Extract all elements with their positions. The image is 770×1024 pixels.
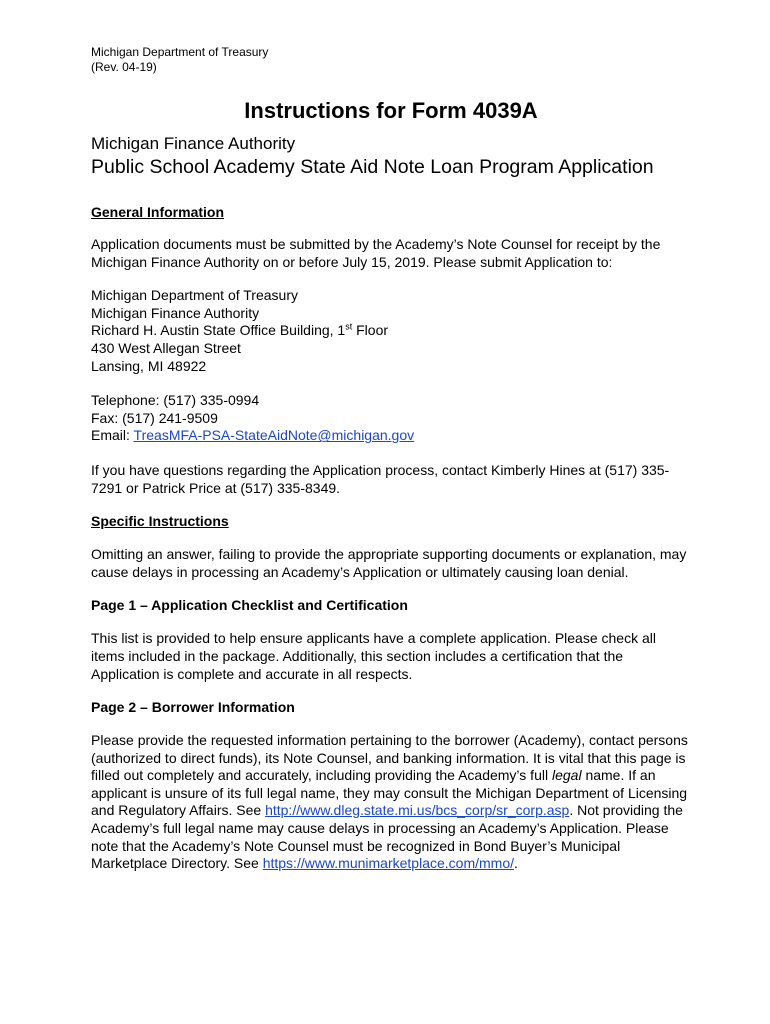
fax: Fax: (517) 241-9509 (91, 409, 218, 426)
page2-legal-emphasis: legal (551, 767, 582, 784)
general-information-heading: General Information (91, 204, 225, 220)
authority-name: Michigan Finance Authority (91, 134, 296, 153)
agency-name: Michigan Department of Treasury (91, 45, 269, 59)
munimarketplace-link[interactable]: https://www.munimarketplace.com/mmo/ (262, 855, 514, 872)
page2-text-b: name. If an applicant is unsure of its full legal name, they may consult the Michigan Department of Licensing and Regulatory Affairs. See (91, 767, 688, 819)
contact-info (91, 392, 691, 445)
document-title: Instructions for Form 4039A (244, 98, 538, 123)
specific-instructions-heading: Specific Instructions (91, 513, 229, 530)
email-link[interactable]: TreasMFA-PSA-StateAidNote@michigan.gov (133, 427, 415, 444)
page2-text (91, 732, 691, 873)
address-line-3-text: Richard H. Austin State Office Building, 1 (91, 322, 346, 339)
page2-text-c: . Not providing the Academy’s full legal name may cause delays in processing an Academy’s Application. Please note that the Academy’s Note Counsel must be recognized in Bond Buyer’s Municipal Marketplace Directory. See (91, 802, 683, 872)
page1-text: This list is provided to help ensure applicants have a complete application. Please check all items included in the package. Additionally, this section includes a certification that the Application is complete and accurate in all respects. (91, 630, 656, 682)
page2-heading: Page 2 – Borrower Information (91, 699, 295, 716)
specific-intro: Omitting an answer, failing to provide the appropriate supporting documents or explanation, may cause delays in processing an Academy’s Application or ultimately causing loan denial. (91, 546, 687, 580)
page1-heading: Page 1 – Application Checklist and Certification (91, 597, 408, 614)
page2-text-d: . (514, 855, 518, 872)
revision-label: (Rev. 04-19) (91, 60, 157, 74)
telephone: Telephone: (517) 335-0994 (91, 392, 260, 409)
document-page (91, 45, 691, 873)
address-line-3 (91, 322, 691, 340)
address-line-5: Lansing, MI 48922 (91, 357, 207, 374)
address-line-4: 430 West Allegan Street (91, 339, 241, 356)
lara-link[interactable]: http://www.dleg.state.mi.us/bcs_corp/sr_corp.asp (265, 802, 570, 819)
email-line (91, 427, 691, 445)
mailing-address (91, 287, 691, 375)
general-intro: Application documents must be submitted by the Academy’s Note Counsel for receipt by the Michigan Finance Authority on or before July 15, 2019. Please submit Application to: (91, 236, 661, 270)
questions-text: If you have questions regarding the Application process, contact Kimberly Hines at (517) 335-7291 or Patrick Price at (517) 335-8349. (91, 461, 670, 496)
email-label: Email: (91, 427, 134, 444)
program-name: Public School Academy State Aid Note Loan Program Application (91, 156, 654, 178)
address-line-3-floor: Floor (352, 322, 389, 339)
address-line-2: Michigan Finance Authority (91, 304, 260, 321)
address-line-3-superscript: st (345, 321, 353, 332)
page2-text-a: Please provide the requested information pertaining to the borrower (Academy), contact persons (authorized to direct funds), its Note Counsel, and banking information. It is vital that this page is filled out completely and accurately, including providing the Academy’s full (91, 732, 688, 784)
address-line-1: Michigan Department of Treasury (91, 287, 298, 304)
